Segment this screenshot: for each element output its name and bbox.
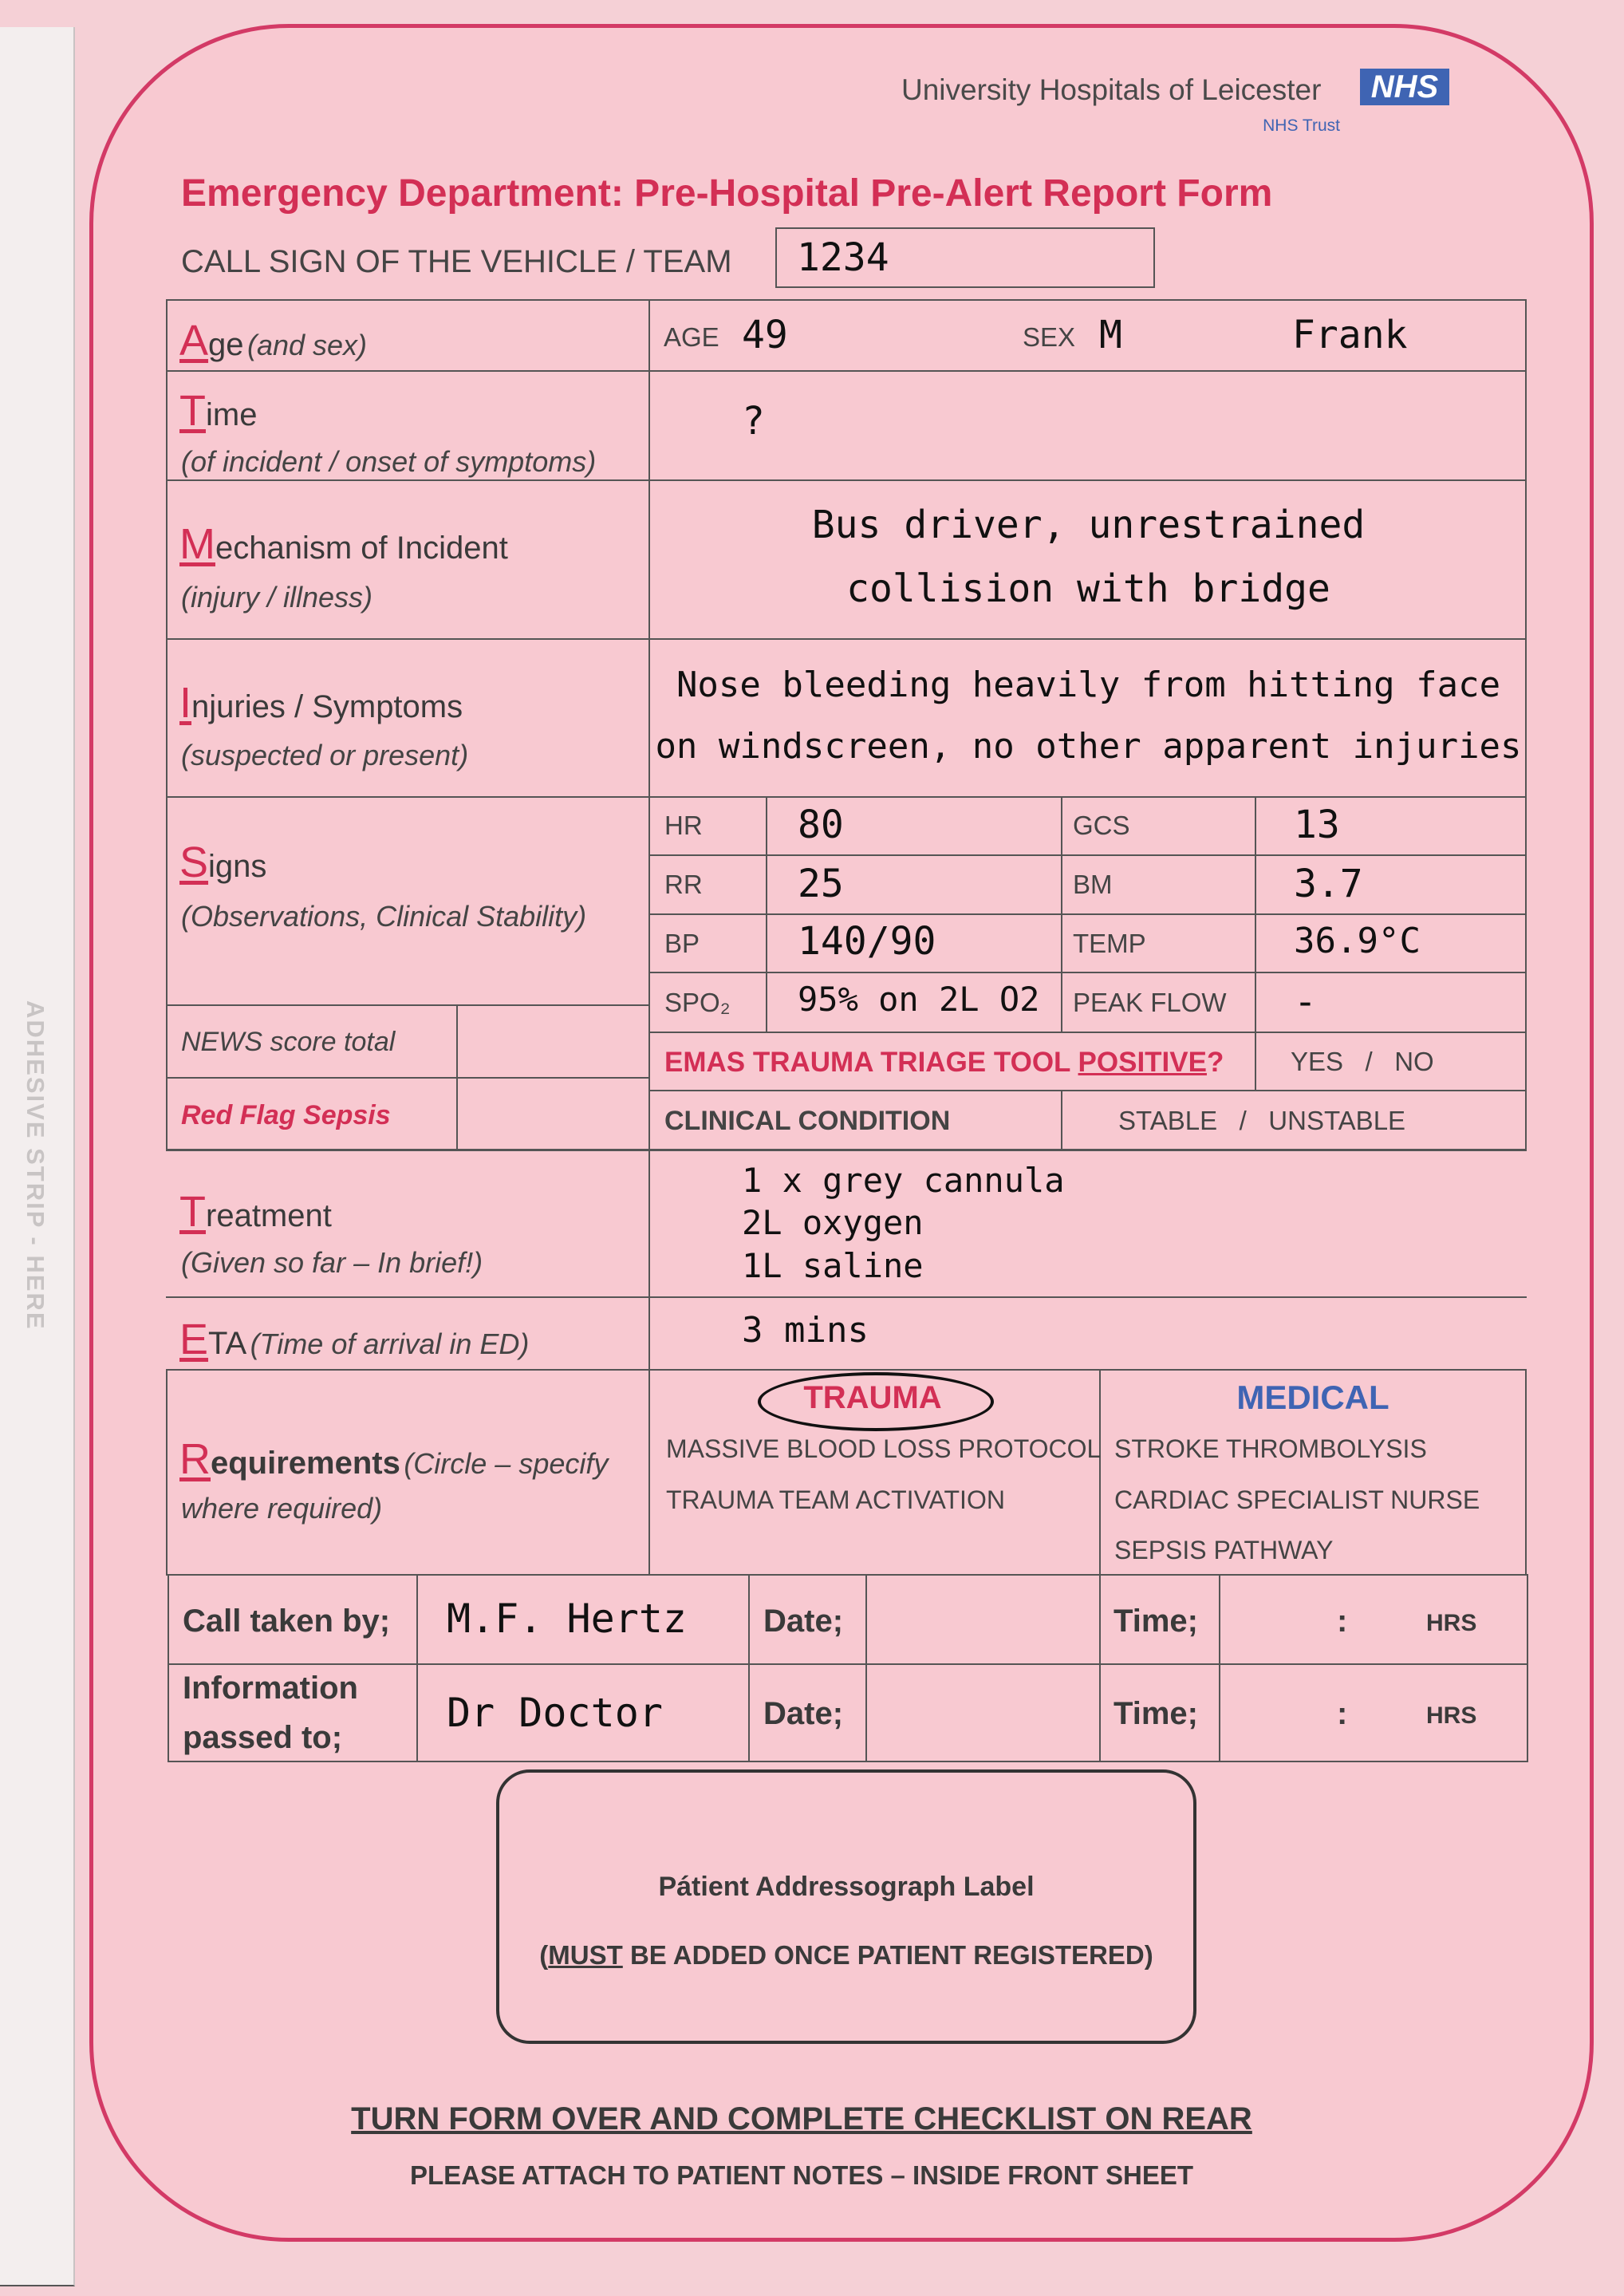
news-score-field[interactable] — [458, 1006, 648, 1076]
sepsis-field[interactable] — [458, 1079, 648, 1149]
bm-label: BM — [1073, 870, 1113, 899]
time-sublabel: (of incident / onset of symptoms) — [181, 445, 597, 478]
eta-value[interactable]: 3 mins — [742, 1310, 869, 1351]
adhesive-strip — [0, 27, 75, 2286]
hr-label: HR — [664, 811, 703, 840]
age-value[interactable]: 49 — [742, 313, 788, 357]
treatment-line-1[interactable]: 1 x grey cannula — [742, 1161, 1065, 1200]
bp-value[interactable]: 140/90 — [798, 919, 936, 964]
temp-label: TEMP — [1073, 929, 1146, 958]
mechanism-sublabel: (injury / illness) — [181, 581, 373, 613]
injuries-label: Injuries / Symptoms — [179, 679, 463, 727]
signs-sublabel: (Observations, Clinical Stability) — [181, 900, 587, 933]
form-title: Emergency Department: Pre-Hospital Pre-Alert Report Form — [181, 172, 1273, 215]
addressograph-note: (MUST BE ADDED ONCE PATIENT REGISTERED) — [539, 1940, 1153, 1970]
massive-blood-loss-protocol[interactable]: MASSIVE BLOOD LOSS PROTOCOL — [666, 1434, 1102, 1463]
attach-notes-instruction: PLEASE ATTACH TO PATIENT NOTES – INSIDE FRONT SHEET — [409, 2160, 1194, 2190]
hrs-label-1: HRS — [1426, 1610, 1477, 1636]
spo2-label: SPO₂ — [664, 988, 731, 1017]
temp-value[interactable]: 36.9°C — [1294, 921, 1421, 961]
peak-flow-value[interactable]: - — [1294, 980, 1317, 1024]
time-label-1: Time; — [1114, 1604, 1198, 1639]
call-taken-value[interactable]: M.F. Hertz — [447, 1596, 688, 1642]
bp-label: BP — [664, 929, 700, 958]
callsign-value: 1234 — [797, 235, 889, 280]
time-colon-2[interactable]: : — [1337, 1696, 1348, 1731]
requirements-label: Requirements (Circle – specify — [179, 1435, 609, 1483]
news-score-label: NEWS score total — [181, 1027, 396, 1057]
nhs-logo: NHS — [1360, 69, 1449, 105]
mechanism-line-2[interactable]: collision with bridge — [846, 566, 1330, 611]
mechanism-line-1[interactable]: Bus driver, unrestrained — [811, 503, 1366, 547]
treatment-line-2[interactable]: 2L oxygen — [742, 1203, 924, 1242]
sex-field-label: SEX — [1023, 322, 1076, 352]
gcs-label: GCS — [1073, 811, 1130, 840]
spo2-value[interactable]: 95% on 2L O2 — [798, 980, 1040, 1019]
bm-value[interactable]: 3.7 — [1294, 862, 1363, 906]
callsign-label: CALL SIGN OF THE VEHICLE / TEAM — [181, 244, 732, 279]
treatment-line-3[interactable]: 1L saline — [742, 1246, 924, 1285]
time-label-2: Time; — [1114, 1696, 1198, 1731]
peak-flow-label: PEAK FLOW — [1073, 988, 1227, 1017]
injuries-sublabel: (suspected or present) — [181, 739, 469, 771]
signs-label: Signs — [179, 838, 267, 886]
adhesive-strip-label: ADHESIVE STRIP - HERE — [22, 1000, 49, 1331]
treatment-sublabel: (Given so far – In brief!) — [181, 1246, 483, 1279]
hr-value[interactable]: 80 — [798, 803, 844, 847]
rr-label: RR — [664, 870, 703, 899]
age-field-label: AGE — [664, 322, 719, 352]
date-field-1[interactable] — [867, 1576, 1098, 1662]
sex-value[interactable]: M — [1099, 313, 1122, 357]
nhs-trust-label: NHS Trust — [1263, 116, 1340, 135]
time-label: Time — [179, 387, 258, 435]
requirements-sublabel: where required) — [181, 1492, 383, 1525]
emas-yes-no[interactable]: YES / NO — [1291, 1047, 1434, 1076]
hrs-label-2: HRS — [1426, 1702, 1477, 1729]
trauma-title[interactable]: TRAUMA — [803, 1380, 942, 1415]
mechanism-label: Mechanism of Incident — [179, 520, 508, 568]
hospital-name: University Hospitals of Leicester — [901, 73, 1322, 106]
addressograph-label-box[interactable] — [496, 1769, 1196, 2044]
cardiac-specialist-nurse[interactable]: CARDIAC SPECIALIST NURSE — [1114, 1485, 1480, 1514]
info-passed-label-2: passed to; — [183, 1720, 343, 1755]
patient-name-value[interactable]: Frank — [1292, 313, 1408, 357]
clinical-stable-unstable[interactable]: STABLE / UNSTABLE — [1118, 1106, 1406, 1135]
eta-label: ETA (Time of arrival in ED) — [179, 1316, 530, 1363]
gcs-value[interactable]: 13 — [1294, 803, 1340, 847]
time-colon-1[interactable]: : — [1337, 1604, 1348, 1639]
treatment-label: Treatment — [179, 1188, 332, 1236]
sepsis-pathway[interactable]: SEPSIS PATHWAY — [1114, 1536, 1334, 1564]
addressograph-title: Pátient Addressograph Label — [658, 1872, 1035, 1902]
red-flag-sepsis-label: Red Flag Sepsis — [181, 1100, 391, 1130]
info-passed-value[interactable]: Dr Doctor — [447, 1690, 663, 1736]
turn-form-over-note: TURN FORM OVER AND COMPLETE CHECKLIST ON REAR — [351, 2101, 1252, 2136]
injuries-line-2[interactable]: on windscreen, no other apparent injuries — [655, 726, 1522, 767]
date-field-2[interactable] — [867, 1665, 1098, 1761]
stroke-thrombolysis[interactable]: STROKE THROMBOLYSIS — [1114, 1434, 1427, 1463]
emas-triage-label: EMAS TRAUMA TRIAGE TOOL POSITIVE? — [664, 1047, 1224, 1078]
callsign-field[interactable] — [775, 227, 1155, 288]
injuries-line-1[interactable]: Nose bleeding heavily from hitting face — [676, 665, 1501, 705]
info-passed-label-1: Information — [183, 1671, 358, 1706]
date-label-2: Date; — [763, 1696, 844, 1731]
clinical-condition-label: CLINICAL CONDITION — [664, 1106, 951, 1136]
date-label-1: Date; — [763, 1604, 844, 1639]
time-value[interactable]: ? — [742, 399, 765, 444]
handover-table — [168, 1574, 1528, 1762]
medical-title[interactable]: MEDICAL — [1236, 1379, 1389, 1416]
call-taken-label: Call taken by; — [183, 1604, 391, 1639]
trauma-team-activation[interactable]: TRAUMA TEAM ACTIVATION — [666, 1485, 1005, 1514]
rr-value[interactable]: 25 — [798, 862, 844, 906]
age-label: Age (and sex) — [179, 317, 368, 365]
